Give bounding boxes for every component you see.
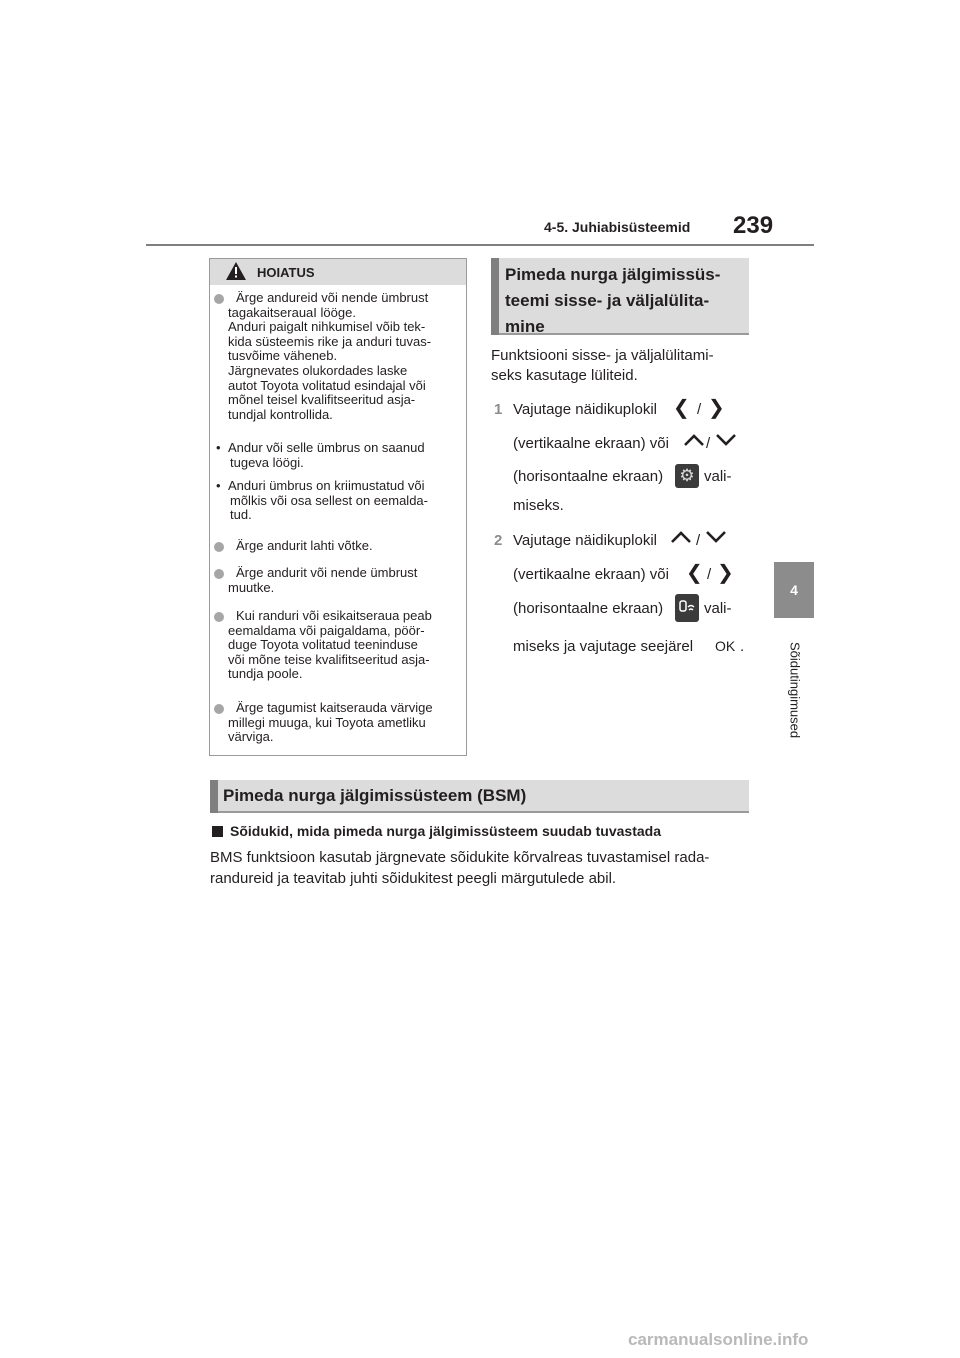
section-title: 4-5. Juhiabisüsteemid <box>544 219 691 235</box>
bsm-indicator-icon <box>675 594 699 622</box>
chevron-left-icon: ❮ <box>673 397 690 419</box>
slash-separator: / <box>707 566 712 583</box>
step-text: Vajutage näidikuplokil <box>513 401 657 418</box>
slash-separator: / <box>706 435 711 452</box>
warning-item: Ärge andurit lahti võtke. <box>236 538 373 553</box>
warning-item: Andur või selle ümbrus on saanud tugeva löögi. <box>228 440 425 470</box>
square-bullet-icon <box>212 826 223 837</box>
warning-title: HOIATUS <box>257 265 315 280</box>
ok-button-icon: OK <box>715 638 736 654</box>
warning-header <box>210 259 466 285</box>
circle-bullet-icon <box>214 704 224 714</box>
step-number: 2 <box>494 532 503 549</box>
body-line: randureid ja teavitab juhti sõidukitest peegli märgutulede abil. <box>210 870 617 887</box>
chevron-down-icon <box>705 529 727 545</box>
warning-item: Ärge andurit või nende ümbrust muutke. <box>228 565 418 595</box>
watermark: carmanualsonline.info <box>628 1330 809 1349</box>
dot-bullet-icon: • <box>216 440 221 455</box>
chevron-up-icon <box>683 432 705 448</box>
chevron-right-icon: ❯ <box>717 562 734 584</box>
warning-triangle-icon <box>226 262 246 280</box>
header-divider <box>146 244 814 246</box>
body-line: BMS funktsioon kasutab järgnevate sõidukite kõrvalreas tuvastamisel rada- <box>210 849 710 866</box>
circle-bullet-icon <box>214 612 224 622</box>
step-text: (vertikaalne ekraan) või <box>513 566 669 583</box>
slash-separator: / <box>697 401 702 418</box>
step-text: (horisontaalne ekraan) <box>513 600 664 617</box>
intro-line: Funktsiooni sisse- ja väljalülitami- <box>491 347 714 364</box>
chevron-down-icon <box>715 432 737 448</box>
subheading: Sõidukid, mida pimeda nurga jälgimissüsteem suudab tuvastada <box>230 823 661 839</box>
step-text: . <box>740 638 745 655</box>
chapter-label-text: Sõidutingimused <box>787 641 803 739</box>
section-heading: Pimeda nurga jälgimissüsteem (BSM) <box>223 786 527 805</box>
chevron-up-icon <box>670 529 692 545</box>
section-header-bar <box>491 258 499 335</box>
circle-bullet-icon <box>214 542 224 552</box>
chapter-label <box>783 630 807 750</box>
step-text: Vajutage näidikuplokil <box>513 532 657 549</box>
slash-separator: / <box>696 532 701 549</box>
chapter-tab: 4 <box>774 562 814 618</box>
circle-bullet-icon <box>214 569 224 579</box>
gear-icon: ⚙ <box>675 464 699 488</box>
chevron-left-icon: ❮ <box>686 562 703 584</box>
chevron-right-icon: ❯ <box>708 397 725 419</box>
intro-line: seks kasutage lüliteid. <box>491 367 638 384</box>
step-text: miseks. <box>513 497 564 514</box>
step-number: 1 <box>494 401 503 418</box>
dot-bullet-icon: • <box>216 478 221 493</box>
warning-item: Ärge tagumist kaitserauda värvige millegi muuga, kui Toyota ametliku värviga. <box>228 700 433 745</box>
page-number: 239 <box>733 212 774 239</box>
section-header-bar <box>210 780 218 813</box>
circle-bullet-icon <box>214 294 224 304</box>
step-text: vali- <box>704 600 732 617</box>
step-text: (vertikaalne ekraan) või <box>513 435 669 452</box>
step-text: (horisontaalne ekraan) <box>513 468 664 485</box>
step-text: vali- <box>704 468 732 485</box>
step-text: miseks ja vajutage seejärel <box>513 638 694 655</box>
warning-item: Anduri ümbrus on kriimustatud või mõlkis või osa sellest on eemalda- tud. <box>228 478 428 523</box>
warning-item: Kui randuri või esikaitseraua peab eemaldama või paigaldama, pöör- duge Toyota volitatud teeninduse või mõne teise kvalifitseeritud asja- tundja poole. <box>228 608 432 682</box>
section-heading: Pimeda nurga jälgimissüs- teemi sisse- ja väljalülita- mine <box>505 265 721 336</box>
warning-item: Ärge andureid või nende ümbrust tagakaitserauaI lööge. Anduri paigalt nihkumisel võib tek- kida süsteemis rike ja anduri tuvas- tusvõime väheneb. Järgnevates olukordades laske autot Toyota volitatud esindajal või mõnel teisel kvalifitseeritud asja- tundjal kontrollida. <box>228 290 432 422</box>
